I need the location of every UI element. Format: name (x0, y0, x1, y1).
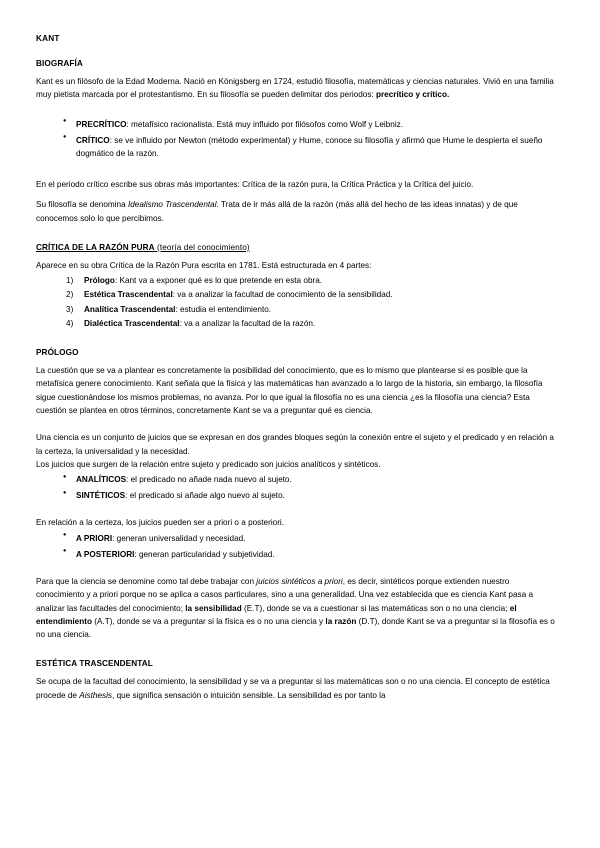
list-text: : va a analizar la facultad de conocimiento de la sensibilidad. (172, 290, 393, 300)
list-item (76, 118, 558, 131)
bullet-text: : metafísico racionalista. Está muy influido por filósofos como Wolf y Leibniz. (126, 119, 404, 129)
bullet-list-juicios (36, 473, 558, 502)
section-heading-text: CRÍTICA DE LA RAZÓN PURA (36, 242, 155, 252)
bullet-term: SINTÉTICOS (76, 491, 126, 501)
list-item (76, 532, 558, 545)
list-text: : estudia el entendimiento. (175, 304, 272, 314)
list-item (76, 489, 558, 502)
paragraph-periodo-critico: En el periodo crítico escribe sus obras más importantes: Crítica de la razón pura, la Crítica Práctica y la Crítica del juicio. (36, 179, 474, 189)
list-term: Analítica Trascendental (84, 304, 176, 314)
paragraph-estetica-intro: Se ocupa de la facultad del conocimiento, la sensibilidad y se va a preguntar si las matemáticas son o no una ciencia. El concepto de estética procede de Aisthesis, que significa sensación o intuición sensible. La sensibilidad es por tanto la (36, 677, 550, 700)
bullet-text: : generan particularidad y subjetividad. (134, 549, 275, 559)
paragraph-crp-intro: Aparece en su obra Crítica de la Razón Pura escrita en 1781. Está estructurada en 4 partes: (36, 260, 372, 270)
list-item (76, 548, 558, 561)
section-heading-biografia: BIOGRAFÍA (36, 59, 83, 68)
bullet-term: A POSTERIORI (76, 549, 135, 559)
list-term: Prólogo (84, 276, 115, 286)
paragraph-biografia-intro: Kant es un filósofo de la Edad Moderna. Nació en Königsberg en 1724, estudió filosofía, matemáticas y ciencias naturales. Vivió en una familia muy pietista marcada por el protestantismo. En su filosofía se pueden delimitar dos periodos: precrítico y crítico. (36, 77, 554, 100)
paragraph-certeza: En relación a la certeza, los juicios pueden ser a priori o a posteriori. (36, 518, 285, 528)
bullet-list-periodos (36, 118, 558, 160)
section-heading-subtext: (teoría del conocimiento) (154, 242, 250, 252)
list-term: Estética Trascendental (84, 290, 173, 300)
paragraph-juicios-sinteticos: Para que la ciencia se denomine como tal debe trabajar con juicios sintéticos a priori, es decir, sintéticos porque extienden nuestro conocimiento y a priori porque no se aplica a casos particulares, sino a una generalidad. Una vez establecida que es ciencia Kant pasa a analizar las facultades del conocimiento; la sensibilidad (E.T), donde se va a cuestionar si las matemáticas son o no una ciencia; el entendimiento (A.T), donde se va a preguntar si la física es o no una ciencia y la razón (D.T), donde Kant se va a preguntar si la filosofía es o no una ciencia. (36, 576, 555, 640)
list-item (84, 303, 558, 316)
bullet-term: PRECRÍTICO (76, 119, 127, 129)
list-item (84, 317, 558, 330)
section-heading-critica-razon-pura (36, 243, 558, 252)
paragraph-prologo-3: Los juicios que surgen de la relación entre sujeto y predicado son juicios analíticos y sintéticos. (36, 459, 381, 469)
bullet-text: : generan universalidad y necesidad. (112, 533, 246, 543)
section-heading-estetica-trascendental: ESTÉTICA TRASCENDENTAL (36, 659, 153, 669)
list-item (76, 134, 558, 160)
paragraph-idealismo: Su filosofía se denomina Idealismo Trascendental. Trata de ir más allá de la razón (más allá del hecho de las ideas innatas) y de que conocemos solo lo que percibimos. (36, 200, 518, 223)
bullet-list-certeza (36, 532, 558, 561)
list-text: : Kant va a exponer qué es lo que pretende en esta obra. (114, 276, 323, 286)
bullet-text: : el predicado si añade algo nuevo al sujeto. (125, 491, 285, 501)
paragraph-prologo-1: La cuestión que se va a plantear es concretamente la posibilidad del conocimiento, que es lo mismo que plantearse si es posible que la metafísica genere conocimiento. Kant señala que la física y las matemáticas han avanzado a lo largo de la historia, sin embargo, la filosofía sigue cuestionándose los mismos problemas, no avanza. Por lo que igual la filosofía no es una ciencia ¿es la filosofía una ciencia? Esta cuestión se plantea en otros términos, concretamente Kant se va a preguntar qué es ciencia. (36, 366, 543, 416)
list-term: Dialéctica Trascendental (84, 318, 180, 328)
section-heading-prologo: PRÓLOGO (36, 348, 79, 358)
bullet-text: : el predicado no añade nada nuevo al sujeto. (126, 475, 292, 485)
bullet-term: ANALÍTICOS (76, 475, 127, 485)
list-item (84, 288, 558, 301)
list-text: : va a analizar la facultad de la razón. (179, 318, 316, 328)
bullet-term: A PRIORI (76, 533, 113, 543)
list-item (84, 274, 558, 287)
bullet-term: CRÍTICO (76, 135, 110, 145)
bullet-text: : se ve influido por Newton (método experimental) y Hume, conoce su filosofía y afirmó que Hume le despierta el sueño dogmático de la razón. (76, 135, 543, 158)
paragraph-prologo-2: Una ciencia es un conjunto de juicios que se expresan en dos grandes bloques según la conexión entre el sujeto y el predicado y en relación a la certeza, la universalidad y la necesidad. (36, 433, 554, 456)
list-item (76, 473, 558, 486)
numbered-list-partes (36, 274, 558, 330)
page-title: KANT (36, 34, 60, 43)
